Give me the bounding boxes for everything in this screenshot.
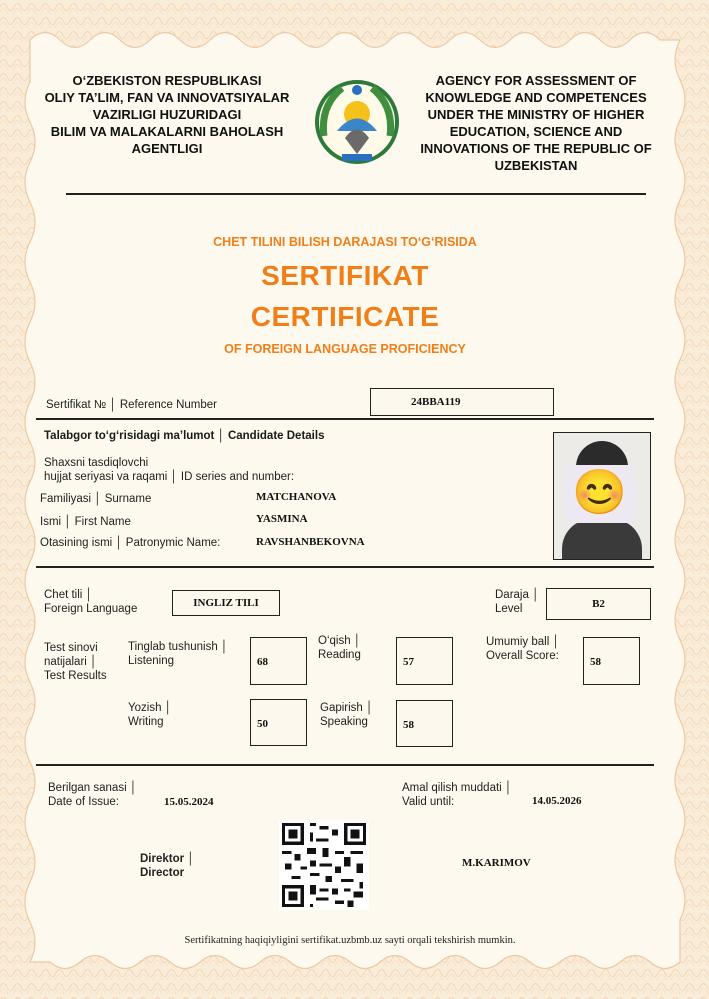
overall-label-2: Overall Score: bbox=[486, 650, 559, 662]
language-label-2: Foreign Language bbox=[44, 603, 138, 615]
level-label-2: Level bbox=[495, 603, 523, 615]
language-value: INGLIZ TILI bbox=[193, 597, 259, 609]
director-name: M.KARIMOV bbox=[462, 857, 531, 869]
uzbekistan-emblem-icon bbox=[312, 76, 402, 168]
speaking-score: 58 bbox=[403, 719, 414, 731]
language-box bbox=[172, 590, 280, 616]
header-right-block bbox=[405, 72, 667, 174]
reference-number: 24BBA119 bbox=[411, 396, 461, 408]
issue-date: 15.05.2024 bbox=[164, 796, 214, 808]
title-main-uz: SERTIFIKAT bbox=[261, 260, 429, 291]
results-label-1: Test sinovi bbox=[44, 642, 98, 654]
valid-label-2: Valid until: bbox=[402, 796, 455, 808]
writing-label-1: Yozish │ bbox=[128, 702, 172, 714]
overall-score: 58 bbox=[590, 656, 601, 668]
writing-label-2: Writing bbox=[128, 716, 164, 728]
header-left-line: VAZIRLIGI HUZURIDAGI bbox=[92, 107, 242, 122]
reading-score: 57 bbox=[403, 656, 414, 668]
reading-label-2: Reading bbox=[318, 649, 361, 661]
reference-label: Sertifikat № │ Reference Number bbox=[46, 399, 218, 411]
reference-divider bbox=[36, 418, 654, 420]
results-label-2: natijalari │ bbox=[44, 656, 98, 668]
header-left-line: OLIY TA’LIM, FAN VA INNOVATSIYALAR bbox=[44, 90, 290, 105]
title-main-en: CERTIFICATE bbox=[250, 301, 440, 332]
language-label-1: Chet tili │ bbox=[44, 589, 93, 601]
reading-label-1: O‘qish │ bbox=[318, 635, 361, 647]
title-subtitle-bottom: OF FOREIGN LANGUAGE PROFICIENCY bbox=[224, 342, 466, 356]
smiley-face-icon: 😊 bbox=[572, 468, 627, 517]
header-left-line: BILIM VA MALAKALARNI BAHOLASH bbox=[50, 124, 284, 139]
header-right-line: UZBEKISTAN bbox=[494, 158, 578, 173]
writing-box bbox=[250, 699, 307, 746]
director-label-2: Director bbox=[140, 867, 185, 879]
candidate-section-title: Talabgor to‘g‘risidagi ma’lumot │ Candidate Details bbox=[44, 430, 325, 442]
first-name-value: YASMINA bbox=[256, 513, 308, 525]
results-label-3: Test Results bbox=[44, 670, 107, 682]
speaking-box bbox=[396, 700, 453, 747]
patronymic-label: Otasining ismi │ Patronymic Name: bbox=[40, 537, 221, 549]
patronymic-value: RAVSHANBEKOVNA bbox=[256, 536, 365, 548]
footer-verification-note: Sertifikatning haqiqiyligini sertifikat.uzbmb.uz sayti orqali tekshirish mumkin. bbox=[184, 935, 516, 946]
title-subtitle-top: CHET TILINI BILISH DARAJASI TO‘G‘RISIDA bbox=[213, 235, 477, 249]
header-left-line: AGENTLIGI bbox=[131, 141, 203, 156]
header-right-line: KNOWLEDGE AND COMPETENCES bbox=[425, 90, 647, 105]
level-box bbox=[546, 588, 651, 620]
issue-label-2: Date of Issue: bbox=[48, 796, 119, 808]
writing-score: 50 bbox=[257, 718, 268, 730]
header-left-block bbox=[42, 72, 292, 157]
surname-value: MATCHANOVA bbox=[256, 491, 337, 503]
results-divider bbox=[36, 764, 654, 766]
issue-label-1: Berilgan sanasi │ bbox=[48, 782, 138, 794]
listening-label-1: Tinglab tushunish │ bbox=[128, 641, 229, 653]
header-right-line: UNDER THE MINISTRY OF HIGHER bbox=[427, 107, 645, 122]
speaking-label-2: Speaking bbox=[320, 716, 368, 728]
reference-box bbox=[370, 388, 554, 416]
header-left-line: O‘ZBEKISTON RESPUBLIKASI bbox=[72, 73, 262, 88]
valid-date: 14.05.2026 bbox=[532, 795, 582, 807]
photo-shoulders bbox=[562, 519, 642, 560]
reading-box bbox=[396, 637, 453, 685]
overall-label-1: Umumiy ball │ bbox=[486, 636, 560, 648]
speaking-label-1: Gapirish │ bbox=[320, 702, 374, 714]
listening-label-2: Listening bbox=[128, 655, 175, 667]
level-value: B2 bbox=[592, 598, 605, 610]
qr-code-icon[interactable] bbox=[279, 820, 369, 910]
level-label-1: Daraja │ bbox=[495, 589, 540, 601]
id-label-2: hujjat seriyasi va raqami │ ID series and number: bbox=[44, 471, 295, 483]
id-label-1: Shaxsni tasdiqlovchi bbox=[44, 457, 149, 469]
director-label-1: Direktor │ bbox=[140, 853, 195, 865]
header-right-line: AGENCY FOR ASSESSMENT OF bbox=[435, 73, 637, 88]
listening-score: 68 bbox=[257, 656, 268, 668]
candidate-divider bbox=[36, 566, 654, 568]
candidate-photo bbox=[553, 432, 651, 560]
header-divider bbox=[66, 193, 646, 195]
listening-box bbox=[250, 637, 307, 685]
header-right-line: EDUCATION, SCIENCE AND bbox=[449, 124, 623, 139]
header-right-line: INNOVATIONS OF THE REPUBLIC OF bbox=[420, 141, 652, 156]
surname-label: Familiyasi │ Surname bbox=[40, 493, 152, 505]
valid-label-1: Amal qilish muddati │ bbox=[402, 782, 513, 794]
first-name-label: Ismi │ First Name bbox=[40, 516, 131, 528]
overall-box bbox=[583, 637, 640, 685]
